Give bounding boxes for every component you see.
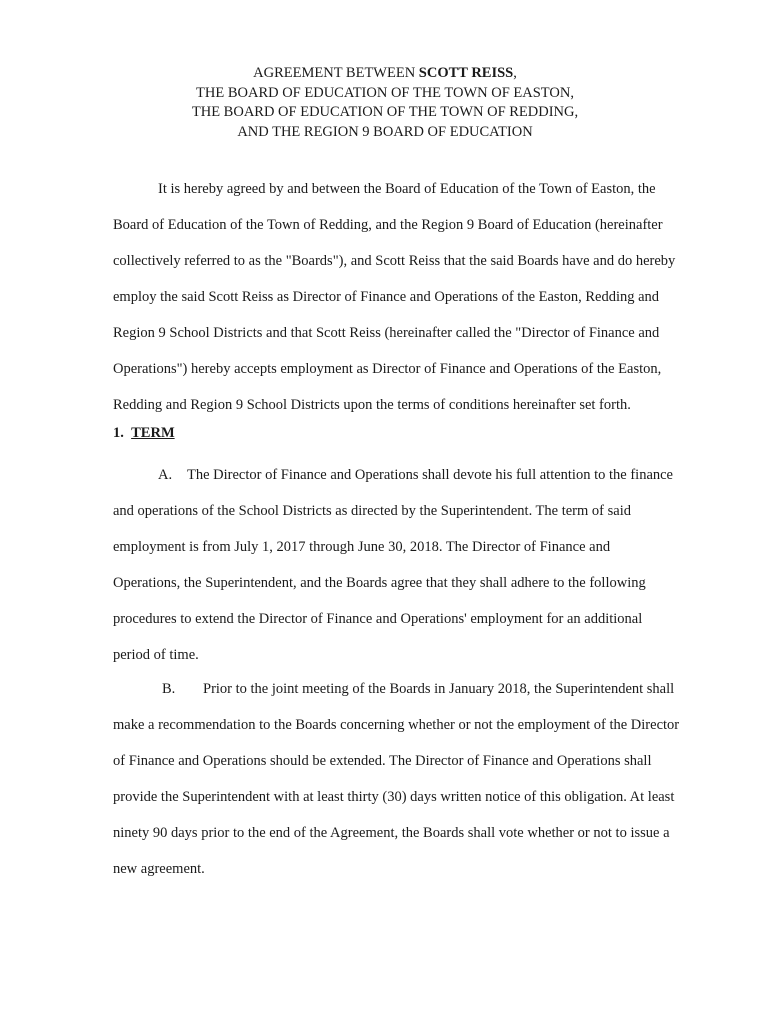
paragraph-a-line: employment is from July 1, 2017 through June 30, 2018. The Director of Finance and (113, 539, 611, 555)
intro-line: collectively referred to as the "Boards"), and Scott Reiss that the said Boards have and do hereby (113, 253, 676, 269)
paragraph-b-line: make a recommendation to the Boards concerning whether or not the employment of the Director (113, 717, 680, 733)
paragraph-b (113, 671, 703, 887)
title-line-1-suffix: , (513, 65, 517, 81)
paragraph-a-letter: A. (158, 467, 173, 483)
paragraph-a-line (113, 457, 703, 493)
paragraph-a-line-text: The Director of Finance and Operations shall devote his full attention to the finance (187, 467, 673, 483)
title-line-4: AND THE REGION 9 BOARD OF EDUCATION (237, 123, 533, 140)
paragraph-b-line-text: Prior to the joint meeting of the Boards in January 2018, the Superintendent shall (203, 681, 675, 697)
paragraph-b-line: new agreement. (113, 861, 205, 877)
intro-line: employ the said Scott Reiss as Director of Finance and Operations of the Easton, Redding and (113, 289, 660, 305)
paragraph-b-line (113, 671, 703, 707)
intro-line (113, 171, 703, 207)
section-title: TERM (131, 425, 175, 441)
intro-paragraph (113, 171, 703, 423)
title-line-2: THE BOARD OF EDUCATION OF THE TOWN OF EASTON, (196, 84, 574, 101)
title-line-1 (0, 64, 770, 84)
paragraph-b-line: of Finance and Operations should be extended. The Director of Finance and Operations shall (113, 753, 652, 769)
agreement-title (0, 64, 770, 142)
intro-line: Redding and Region 9 School Districts upon the terms of conditions hereinafter set forth. (113, 397, 631, 413)
title-party-name: SCOTT REISS (418, 65, 514, 81)
paragraph-a-line: period of time. (113, 647, 199, 663)
intro-line: Operations") hereby accepts employment as Director of Finance and Operations of the Easton, (113, 361, 662, 377)
section-number: 1. (113, 425, 124, 441)
title-line-3: THE BOARD OF EDUCATION OF THE TOWN OF REDDING, (191, 104, 579, 120)
section-heading-term (113, 423, 175, 443)
intro-line: Board of Education of the Town of Redding, and the Region 9 Board of Education (hereinafter (113, 217, 663, 233)
paragraph-a-line: Operations, the Superintendent, and the Boards agree that they shall adhere to the following (113, 575, 646, 591)
paragraph-a-line: and operations of the School Districts as directed by the Superintendent. The term of said (113, 503, 631, 519)
paragraph-a (113, 457, 703, 673)
paragraph-a-line: procedures to extend the Director of Finance and Operations' employment for an additional (113, 611, 643, 627)
paragraph-b-line: provide the Superintendent with at least thirty (30) days written notice of this obligation. At least (113, 789, 675, 805)
title-line-1-prefix: AGREEMENT BETWEEN (253, 65, 419, 81)
intro-line-text: It is hereby agreed by and between the Board of Education of the Town of Easton, the (158, 181, 656, 197)
paragraph-b-letter: B. (162, 681, 176, 697)
paragraph-b-line: ninety 90 days prior to the end of the Agreement, the Boards shall vote whether or not to issue a (113, 825, 670, 841)
intro-line: Region 9 School Districts and that Scott Reiss (hereinafter called the "Director of Finance and (113, 325, 660, 341)
